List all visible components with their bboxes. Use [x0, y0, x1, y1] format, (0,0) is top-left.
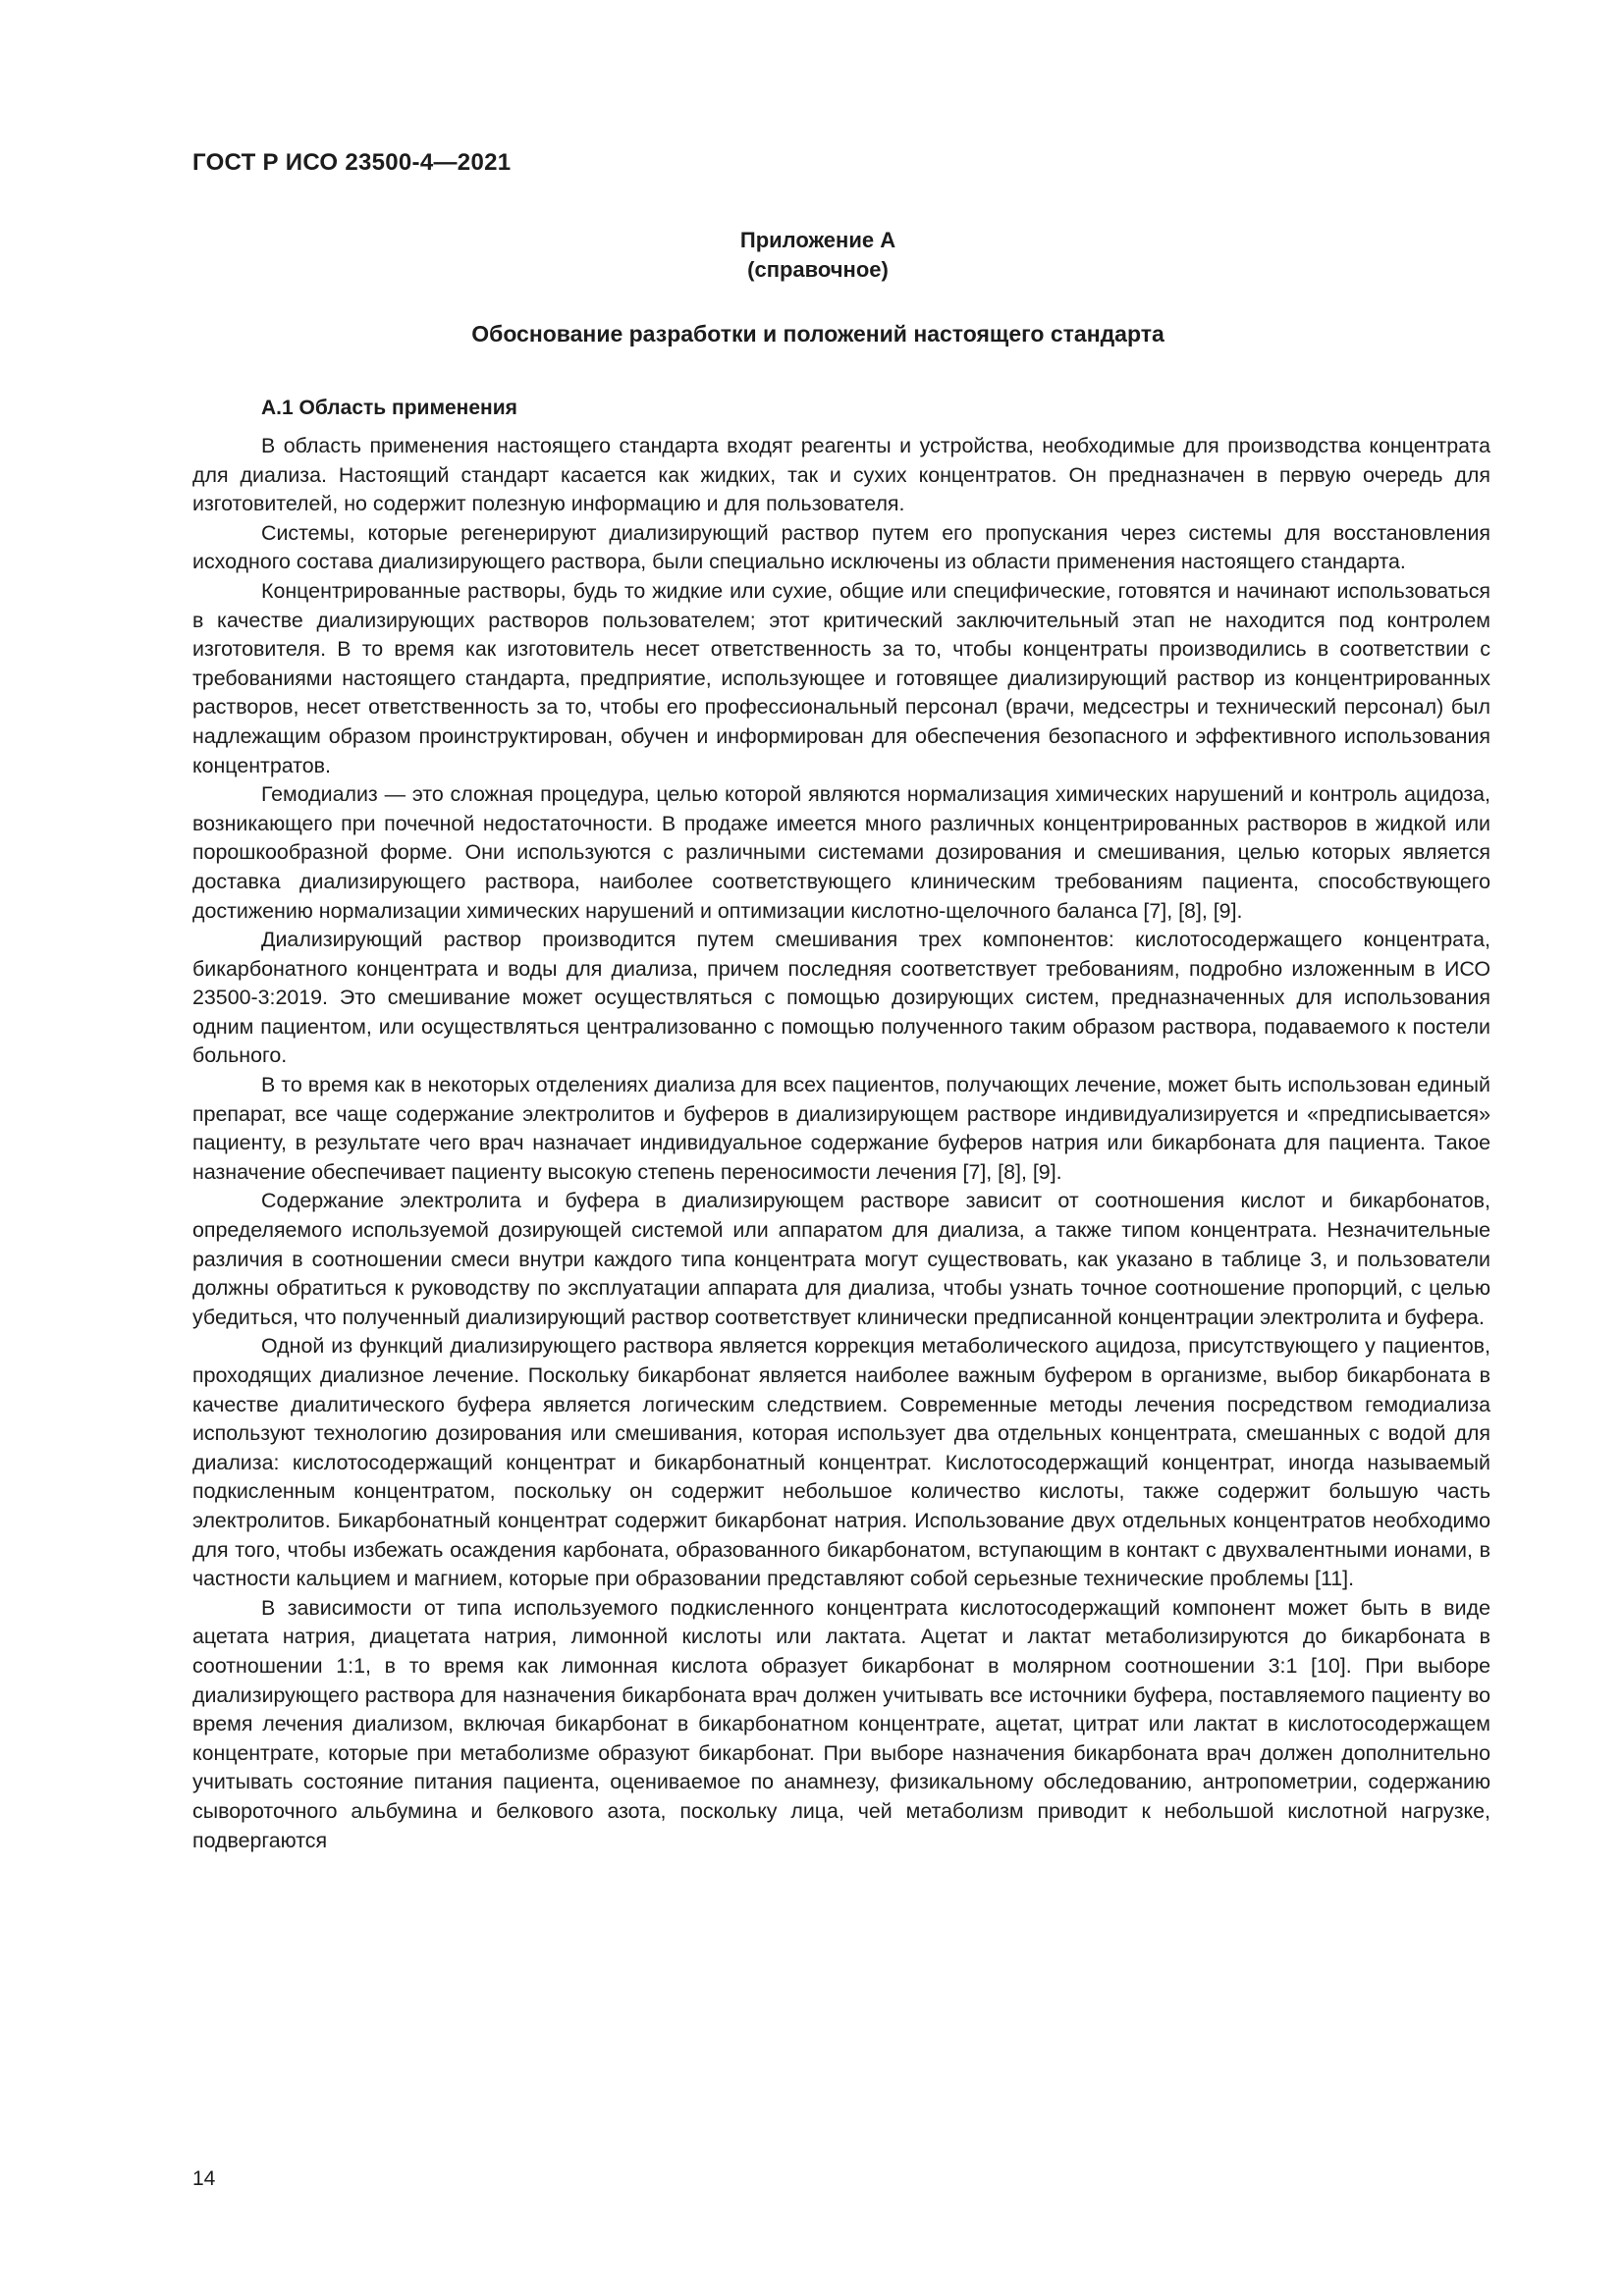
- paragraph: В то время как в некоторых отделениях диализа для всех пациентов, получающих лечение, может быть использован единый препарат, все чаще содержание электролитов и буферов в диализирующем растворе индивидуализируется и «предписывается» пациенту, в результате чего врач назначает индивидуальное содержание буферов натрия или бикарбоната для пациента. Такое назначение обеспечивает пациенту высокую степень переносимости лечения [7], [8], [9].: [192, 1073, 1490, 1184]
- paragraph: В зависимости от типа используемого подкисленного концентрата кислотосодержащий компонент может быть в виде ацетата натрия, диацетата натрия, лимонной кислоты или лактата. Ацетат и лактат метаболизируются до бикарбоната в соотношении 1:1, в то время как лимонная кислота образует бикарбонат в молярном соотношении 3:1 [10]. При выборе диализирующего раствора для назначения бикарбоната врач должен учитывать все источники буфера, поставляемого пациенту во время лечения диализом, включая бикарбонат в бикарбонатном концентрате, ацетат, цитрат или лактат в кислотосодержащем концентрате, которые при метаболизме образуют бикарбонат. При выборе назначения бикарбоната врач должен дополнительно учитывать состояние питания пациента, оцениваемое по анамнезу, физикальному обследованию, антропометрии, содержанию сывороточного альбумина и белкового азота, поскольку лица, чей метаболизм приводит к небольшой кислотной нагрузке, подвергаются: [192, 1595, 1490, 1852]
- paragraph: Системы, которые регенерируют диализирующий раствор путем его пропускания через системы для восстановления исходного состава диализирующего раствора, были специально исключены из области применения настоящего стандарта.: [192, 520, 1490, 574]
- paragraph: Диализирующий раствор производится путем смешивания трех компонентов: кислотосодержащего концентрата, бикарбонатного концентрата и воды для диализа, причем последняя соответствует требованиям, подробно изложенным в ИСО 23500-3:2019. Это смешивание может осуществляться с помощью дозирующих систем, предназначенных для использования одним пациентом, или осуществляться централизованно с помощью полученного таким образом раствора, подаваемого к постели больного.: [192, 928, 1490, 1068]
- section-heading: А.1 Область применения: [261, 397, 517, 419]
- paragraph: Концентрированные растворы, будь то жидкие или сухие, общие или специфические, готовятся и начинают использоваться в качестве диализирующих растворов пользователем; этот критический заключительный этап не находится под контролем изготовителя. В то время как изготовитель несет ответственность за то, чтобы концентраты производились в соответствии с требованиями настоящего стандарта, предприятие, использующее и готовящее диализирующий раствор из концентрированных растворов, несет ответственность за то, чтобы его профессиональный персонал (врачи, медсестры и технический персонал) был надлежащим образом проинструктирован, обучен и информирован для обеспечения безопасного и эффективного использования концентратов.: [192, 578, 1490, 777]
- annex-type: (справочное): [747, 257, 889, 282]
- section-body: [192, 432, 1490, 1855]
- page-number: 14: [192, 2167, 216, 2190]
- annex-label: Приложение А: [739, 228, 896, 252]
- paragraph: Одной из функций диализирующего раствора является коррекция метаболического ацидоза, присутствующего у пациентов, проходящих диализное лечение. Поскольку бикарбонат является наиболее важным буфером в организме, выбор бикарбоната в качестве диалитического буфера является логическим следствием. Современные методы лечения посредством гемодиализа используют технологию дозирования или смешивания, которая использует два отдельных концентрата, смешанных с водой для диализа: кислотосодержащий концентрат и бикарбонатный концентрат. Кислотосодержащий концентрат, иногда называемый подкисленным концентратом, поскольку он содержит небольшое количество кислоты, также содержит большую часть электролитов. Бикарбонатный концентрат содержит бикарбонат натрия. Использование двух отдельных концентратов необходимо для того, чтобы избежать осаждения карбоната, образованного бикарбонатом, вступающим в контакт с двухвалентными ионами, в частности кальцием и магнием, которые при образовании представляют собой серьезные технические проблемы [11].: [192, 1334, 1490, 1591]
- standard-code: ГОСТ Р ИСО 23500-4—2021: [192, 149, 512, 176]
- annex-title: Обоснование разработки и положений настоящего стандарта: [471, 321, 1164, 347]
- paragraph: Гемодиализ — это сложная процедура, целью которой являются нормализация химических нарушений и контроль ацидоза, возникающего при почечной недостаточности. В продаже имеется много различных концентрированных растворов в жидкой или порошкообразной форме. Они используются с различными системами дозирования и смешивания, целью которых является доставка диализирующего раствора, наиболее соответствующего клиническим требованиям пациента, способствующего достижению нормализации химических нарушений и оптимизации кислотно-щелочного баланса [7], [8], [9].: [192, 782, 1490, 923]
- paragraph: Содержание электролита и буфера в диализирующем растворе зависит от соотношения кислот и бикарбонатов, определяемого используемой дозирующей системой или аппаратом для диализа, а также типом концентрата. Незначительные различия в соотношении смеси внутри каждого типа концентрата могут существовать, как указано в таблице 3, и пользователи должны обратиться к руководству по эксплуатации аппарата для диализа, чтобы узнать точное соотношение пропорций, с целью убедиться, что полученный диализирующий раствор соответствует клинически предписанной концентрации электролита и буфера.: [192, 1189, 1490, 1329]
- annex-header: [0, 226, 1624, 285]
- paragraph: В область применения настоящего стандарта входят реагенты и устройства, необходимые для производства концентрата для диализа. Настоящий стандарт касается как жидких, так и сухих концентратов. Он предназначен в первую очередь для изготовителей, но содержит полезную информацию и для пользователя.: [192, 434, 1490, 516]
